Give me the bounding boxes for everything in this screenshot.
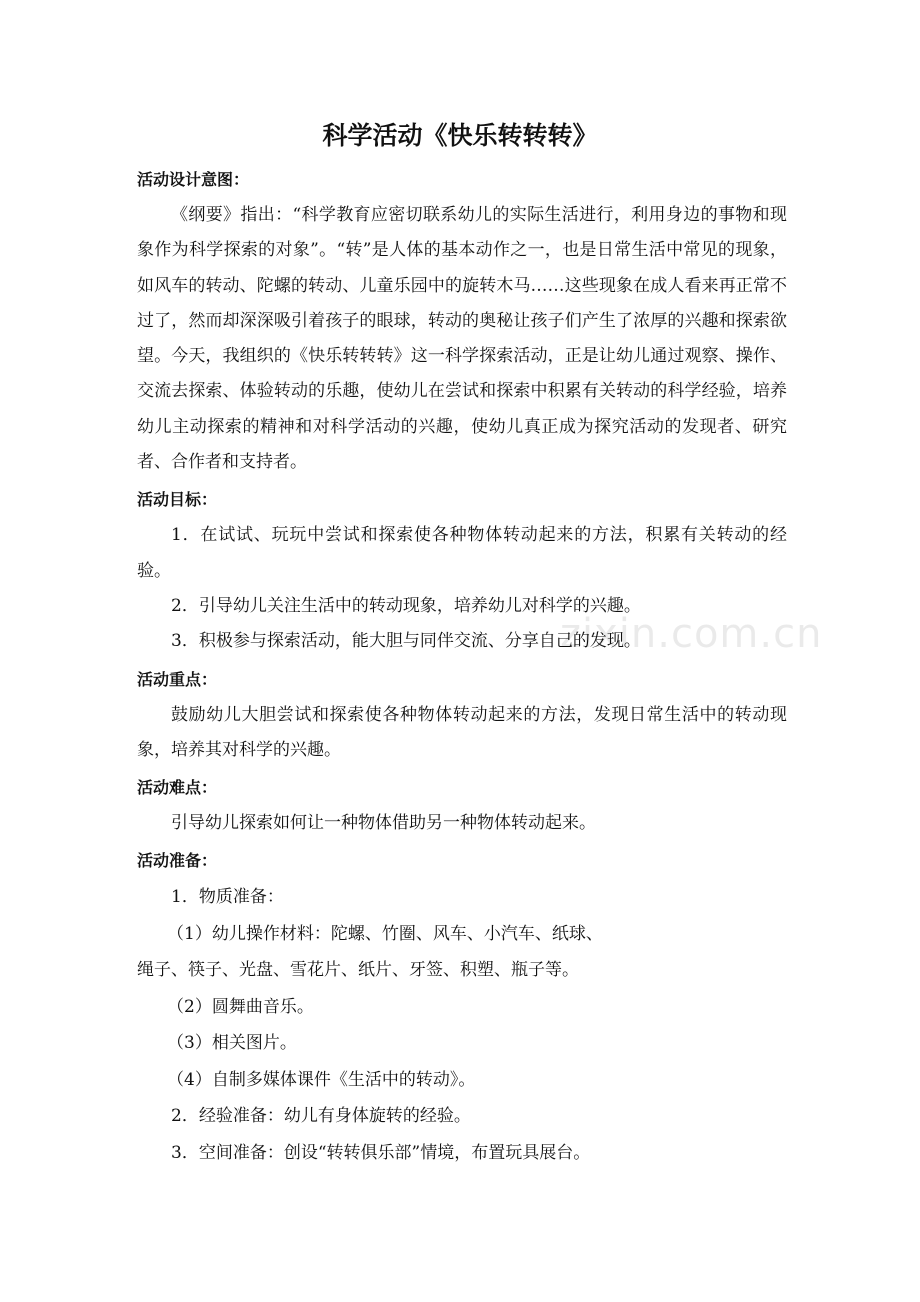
- list-item: 1．在试试、玩玩中尝试和探索使各种物体转动起来的方法，积累有关转动的经验。: [137, 525, 787, 581]
- list-item: 2．经验准备：幼儿有身体旋转的经验。: [171, 1106, 471, 1127]
- section-key-point: [137, 662, 787, 769]
- document-body: [137, 162, 787, 1171]
- section-paragraph: 引导幼儿探索如何让一种物体借助另一种物体转动起来。: [171, 813, 596, 834]
- section-paragraph: 《纲要》指出：“科学教育应密切联系幼儿的实际生活进行，利用身边的事物和现象作为科学探索的对象”。“转”是人体的基本动作之一，也是日常生活中常见的现象，如风车的转动、陀螺的转动、儿童乐园中的旋转木马……这些现象在成人看来再正常不过了，然而却深深吸引着孩子的眼球，转动的奥秘让孩子们产生了浓厚的兴趣和探索欲望。今天，我组织的《快乐转转转》这一科学探索活动，正是让幼儿通过观察、操作、交流去探索、体验转动的乐趣，使幼儿在尝试和探索中积累有关转动的科学经验，培养幼儿主动探索的精神和对科学活动的兴趣，使幼儿真正成为探究活动的发现者、研究者、合作者和支持者。: [137, 205, 787, 473]
- section-heading: 活动设计意图：: [137, 170, 250, 189]
- list-item: 3．积极参与探索活动，能大胆与同伴交流、分享自己的发现。: [171, 631, 641, 652]
- list-item: （3）相关图片。: [167, 1033, 297, 1054]
- section-heading: 活动准备：: [137, 851, 218, 871]
- section-heading: 活动目标：: [137, 490, 218, 510]
- section-heading: 活动难点：: [137, 778, 218, 798]
- list-item: 2．引导幼儿关注生活中的转动现象，培养幼儿对科学的兴趣。: [171, 595, 641, 616]
- document-title: 科学活动《快乐转转转》: [322, 121, 598, 150]
- watermark: zixin.com.cn: [560, 611, 823, 657]
- section-difficulty: [137, 770, 787, 841]
- list-item: 3．空间准备：创设“转转俱乐部”情境，布置玩具展台。: [171, 1142, 591, 1163]
- section-paragraph: 鼓励幼儿大胆尝试和探索使各种物体转动起来的方法，发现日常生活中的转动现象，培养其对科学的兴趣。: [137, 704, 787, 760]
- list-item: （1）幼儿操作材料：陀螺、竹圈、风车、小汽车、纸球、: [167, 923, 603, 944]
- list-item: 1．物质准备：: [171, 887, 284, 908]
- list-item: （2）圆舞曲音乐。: [167, 996, 314, 1017]
- section-heading: 活动重点：: [137, 669, 218, 689]
- list-item: （4）自制多媒体课件《生活中的转动》。: [167, 1069, 476, 1090]
- section-preparation: [137, 843, 787, 1171]
- section-design-intent: [137, 162, 787, 480]
- list-item-continuation: 绳子、筷子、光盘、雪花片、纸片、牙签、积塑、瓶子等。: [137, 960, 579, 981]
